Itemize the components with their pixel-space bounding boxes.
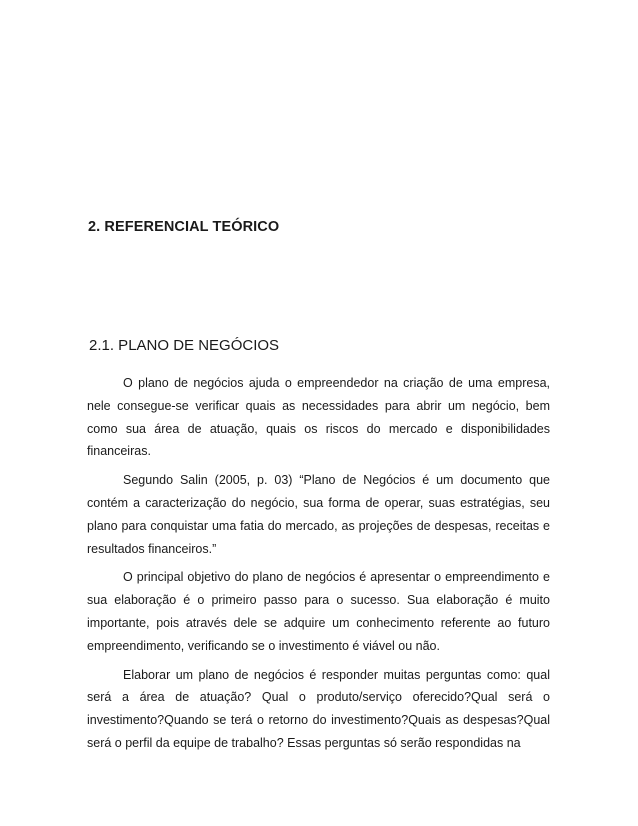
paragraph-4: Elaborar um plano de negócios é responder muitas perguntas como: qual será a área de atuação? Qual o produto/serviço oferecido?Qual será o investimento?Quando se terá o retorno do investimento?Quais as despesas?Qual será o perfil da equipe de trabalho? Essas perguntas só serão respondidas na	[87, 667, 550, 750]
paragraph-1: O plano de negócios ajuda o empreendedor na criação de uma empresa, nele consegue-se verificar quais as necessidades para abrir um negócio, bem como sua área de atuação, quais os riscos do mercado e disponibilidades financeiras.	[87, 376, 550, 459]
paragraph-2: Segundo Salin (2005, p. 03) “Plano de Negócios é um documento que contém a caracterização do negócio, sua forma de operar, suas estratégias, seu plano para conquistar uma fatia do mercado, as projeções de despesas, receitas e resultados financeiros.”	[87, 473, 550, 556]
body-text	[87, 372, 550, 761]
chapter-title: 2. REFERENCIAL TEÓRICO	[88, 219, 280, 235]
section-title: 2.1. PLANO DE NEGÓCIOS	[89, 337, 280, 354]
paragraph-3: O principal objetivo do plano de negócios é apresentar o empreendimento e sua elaboração é o primeiro passo para o sucesso. Sua elaboração é muito importante, pois através dele se adquire um conhecimento referente ao futuro empreendimento, verificando se o investimento é viável ou não.	[87, 570, 550, 653]
